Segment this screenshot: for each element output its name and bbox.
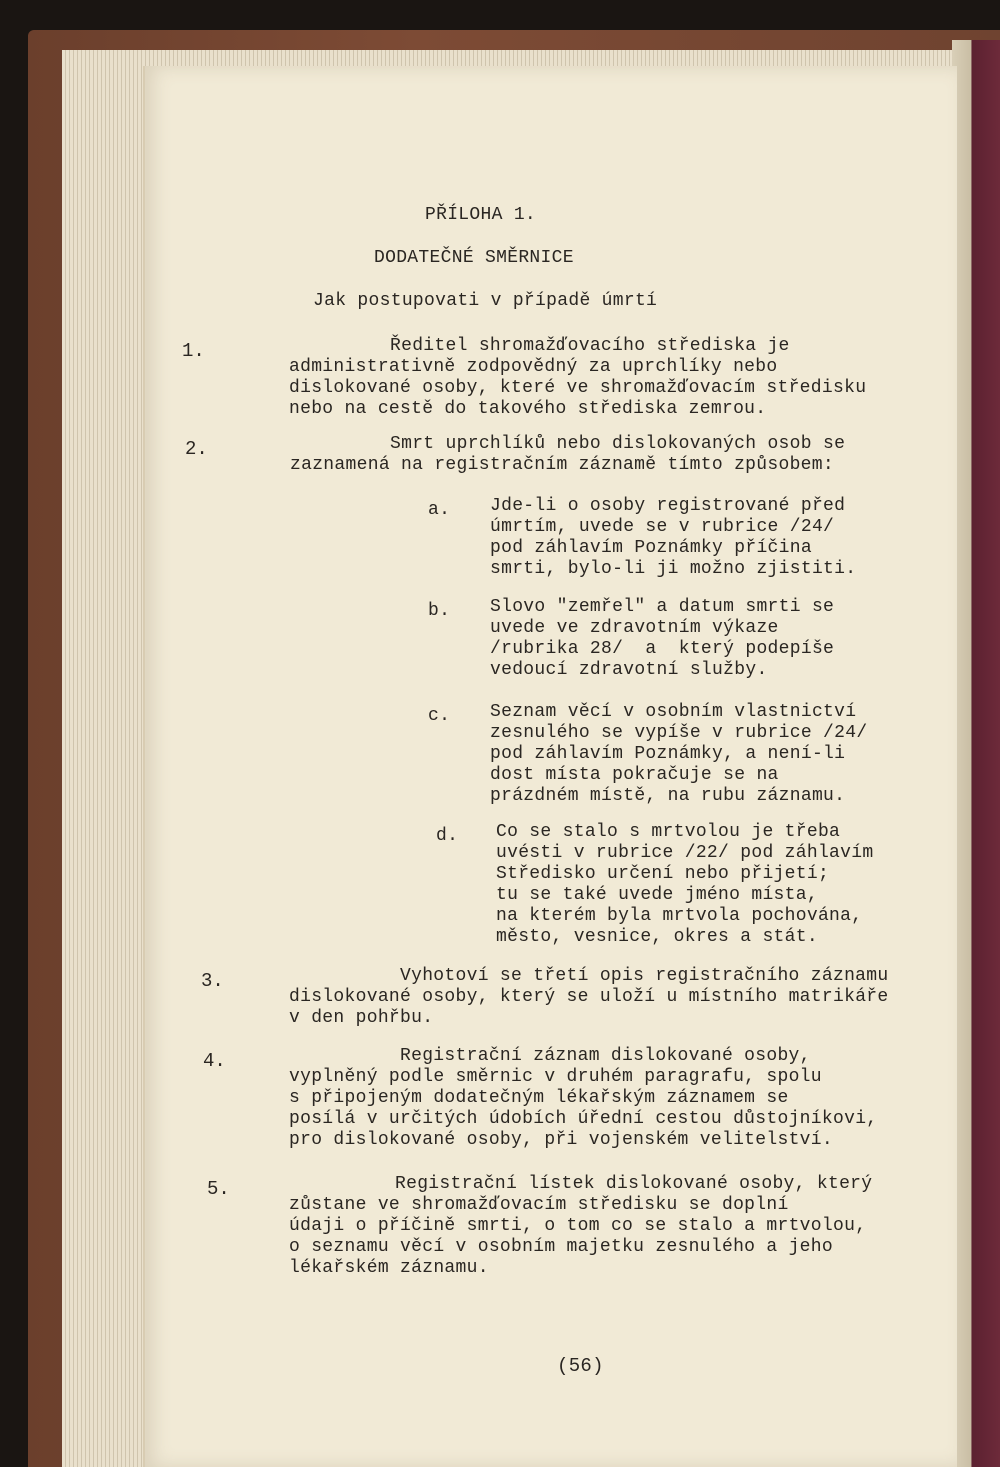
- item-b-line-2: uvede ve zdravotním výkaze: [490, 618, 779, 638]
- item-d-line-1: Co se stalo s mrtvolou je třeba: [496, 822, 841, 842]
- section-3-line-3: v den pohřbu.: [289, 1008, 434, 1028]
- item-a-label: a.: [428, 500, 451, 520]
- section-number-2: 2.: [185, 438, 208, 460]
- facing-page-edge: [952, 40, 1000, 1467]
- section-1-line-2: administrativně zodpovědný za uprchlíky nebo: [289, 357, 778, 377]
- section-1-line-3: dislokované osoby, které ve shromažďovacím středisku: [289, 378, 867, 398]
- section-3-line-1: Vyhotoví se třetí opis registračního záznamu: [400, 966, 889, 986]
- item-c-line-4: dost místa pokračuje se na: [490, 765, 779, 785]
- item-c-line-2: zesnulého se vypíše v rubrice /24/: [490, 723, 868, 743]
- section-5-line-5: lékařském záznamu.: [289, 1258, 489, 1278]
- item-b-label: b.: [428, 601, 451, 621]
- page-number: (56): [557, 1355, 604, 1377]
- section-2-line-2: zaznamená na registračním záznamě tímto způsobem:: [290, 455, 834, 475]
- document-subtitle: Jak postupovati v případě úmrtí: [313, 291, 658, 311]
- item-b-line-4: vedoucí zdravotní služby.: [490, 660, 768, 680]
- item-a-line-2: úmrtím, uvede se v rubrice /24/: [490, 517, 835, 537]
- item-d-line-2: uvésti v rubrice /22/ pod záhlavím: [496, 843, 874, 863]
- section-5-line-3: údaji o příčině smrti, o tom co se stalo a mrtvolou,: [289, 1216, 867, 1236]
- section-4-line-2: vyplněný podle směrnic v druhém paragrafu, spolu: [289, 1067, 822, 1087]
- section-1-line-1: Ředitel shromažďovacího střediska je: [390, 336, 790, 356]
- item-d-line-3: Středisko určení nebo přijetí;: [496, 864, 830, 884]
- item-d-line-5: na kterém byla mrtvola pochována,: [496, 906, 863, 926]
- item-b-line-3: /rubrika 28/ a který podepíše: [490, 639, 835, 659]
- item-c-line-5: prázdném místě, na rubu záznamu.: [490, 786, 846, 806]
- item-a-line-4: smrti, bylo-li ji možno zjistiti.: [490, 559, 857, 579]
- section-number-4: 4.: [203, 1050, 226, 1072]
- section-5-line-1: Registrační lístek dislokované osoby, který: [395, 1174, 873, 1194]
- section-4-line-3: s připojeným dodatečným lékařským záznamem se: [289, 1088, 789, 1108]
- section-5-line-4: o seznamu věcí v osobním majetku zesnulého a jeho: [289, 1237, 833, 1257]
- appendix-heading: PŘÍLOHA 1.: [425, 205, 537, 225]
- item-d-label: d.: [436, 826, 459, 846]
- section-number-3: 3.: [201, 970, 224, 992]
- section-3-line-2: dislokované osoby, který se uloží u místního matrikáře: [289, 987, 889, 1007]
- section-1-line-4: nebo na cestě do takového střediska zemrou.: [289, 399, 767, 419]
- section-2-line-1: Smrt uprchlíků nebo dislokovaných osob se: [390, 434, 846, 454]
- item-a-line-1: Jde-li o osoby registrované před: [490, 496, 846, 516]
- item-c-label: c.: [428, 706, 451, 726]
- document-title: DODATEČNÉ SMĚRNICE: [374, 248, 574, 268]
- item-d-line-6: město, vesnice, okres a stát.: [496, 927, 818, 947]
- section-number-1: 1.: [182, 340, 205, 362]
- section-5-line-2: zůstane ve shromažďovacím středisku se doplní: [289, 1195, 789, 1215]
- section-number-5: 5.: [207, 1178, 230, 1200]
- section-4-line-5: pro dislokované osoby, při vojenském velitelství.: [289, 1130, 833, 1150]
- section-4-line-4: posílá v určitých údobích úřední cestou důstojníkovi,: [289, 1109, 878, 1129]
- item-b-line-1: Slovo "zemřel" a datum smrti se: [490, 597, 835, 617]
- item-c-line-1: Seznam věcí v osobním vlastnictví: [490, 702, 857, 722]
- item-d-line-4: tu se také uvede jméno místa,: [496, 885, 818, 905]
- section-4-line-1: Registrační záznam dislokované osoby,: [400, 1046, 811, 1066]
- item-c-line-3: pod záhlavím Poznámky, a není-li: [490, 744, 846, 764]
- item-a-line-3: pod záhlavím Poznámky příčina: [490, 538, 812, 558]
